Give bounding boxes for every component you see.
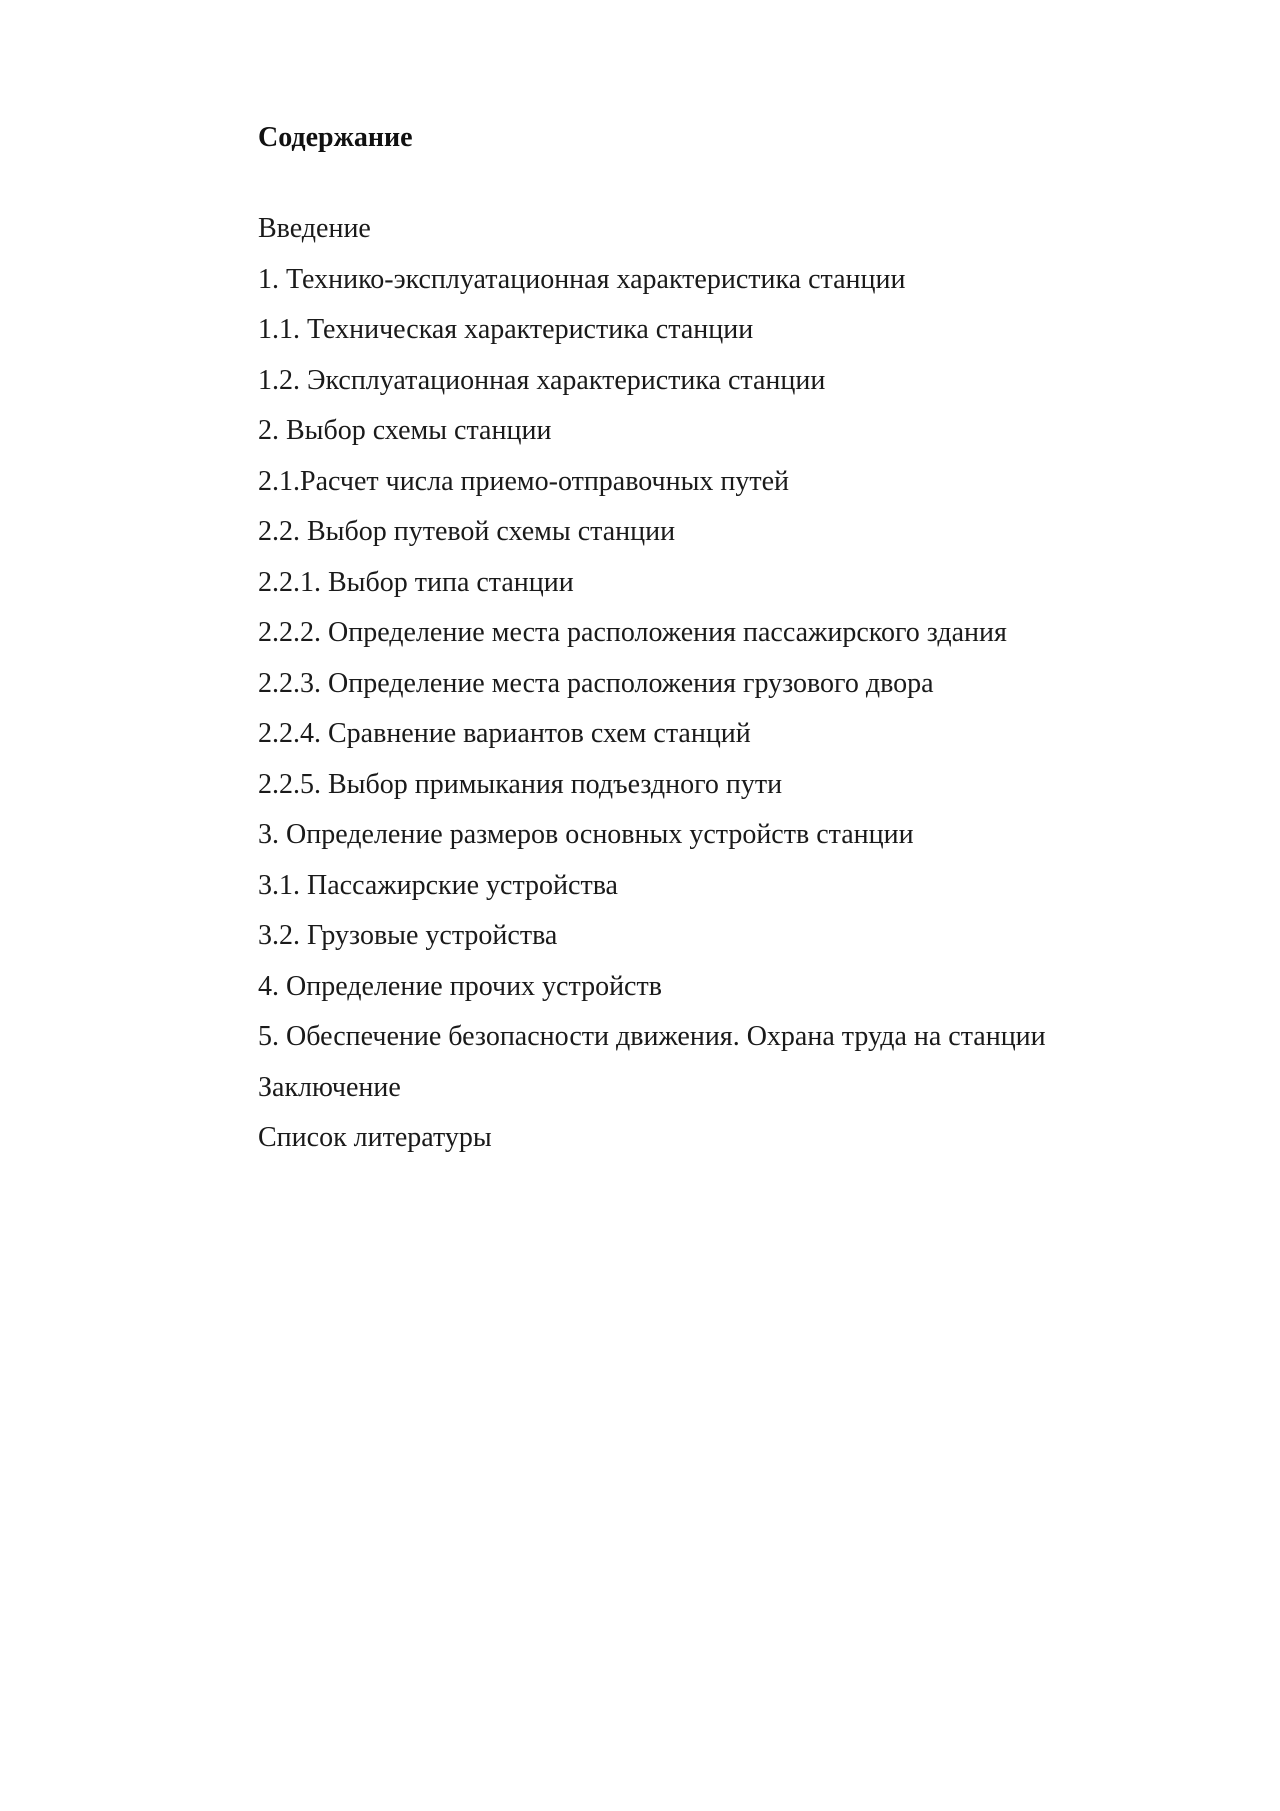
toc-item-1-1: 1.1. Техническая характеристика станции <box>258 314 754 345</box>
toc-item-5: 5. Обеспечение безопасности движения. Охрана труда на станции <box>258 1021 1046 1052</box>
toc-list <box>258 204 1046 1164</box>
toc-item-2-2-3: 2.2.3. Определение места расположения грузового двора <box>258 667 934 699</box>
toc-item-2-2-1: 2.2.1. Выбор типа станции <box>258 566 574 598</box>
toc-item-1: 1. Технико-эксплуатационная характеристика станции <box>258 263 906 295</box>
toc-item-2-1: 2.1.Расчет числа приемо-отправочных путей <box>258 465 790 497</box>
toc-title: Содержание <box>258 122 413 153</box>
toc-item-3: 3. Определение размеров основных устройств станции <box>258 819 914 850</box>
toc-item-2-2-4: 2.2.4. Сравнение вариантов схем станций <box>258 718 751 749</box>
toc-item-conclusion: Заключение <box>258 1071 401 1103</box>
toc-item-2-2: 2.2. Выбор путевой схемы станции <box>258 516 676 547</box>
toc-item-4: 4. Определение прочих устройств <box>258 970 662 1002</box>
toc-item-3-2: 3.2. Грузовые устройства <box>258 920 558 951</box>
toc-item-2: 2. Выбор схемы станции <box>258 415 552 446</box>
toc-item-2-2-2: 2.2.2. Определение места расположения пассажирского здания <box>258 617 1007 648</box>
toc-item-3-1: 3.1. Пассажирские устройства <box>258 869 618 901</box>
toc-item-1-2: 1.2. Эксплуатационная характеристика станции <box>258 364 826 396</box>
toc-item-introduction: Введение <box>258 213 371 244</box>
toc-item-2-2-5: 2.2.5. Выбор примыкания подъездного пути <box>258 768 783 800</box>
toc-item-references: Список литературы <box>258 1122 492 1153</box>
